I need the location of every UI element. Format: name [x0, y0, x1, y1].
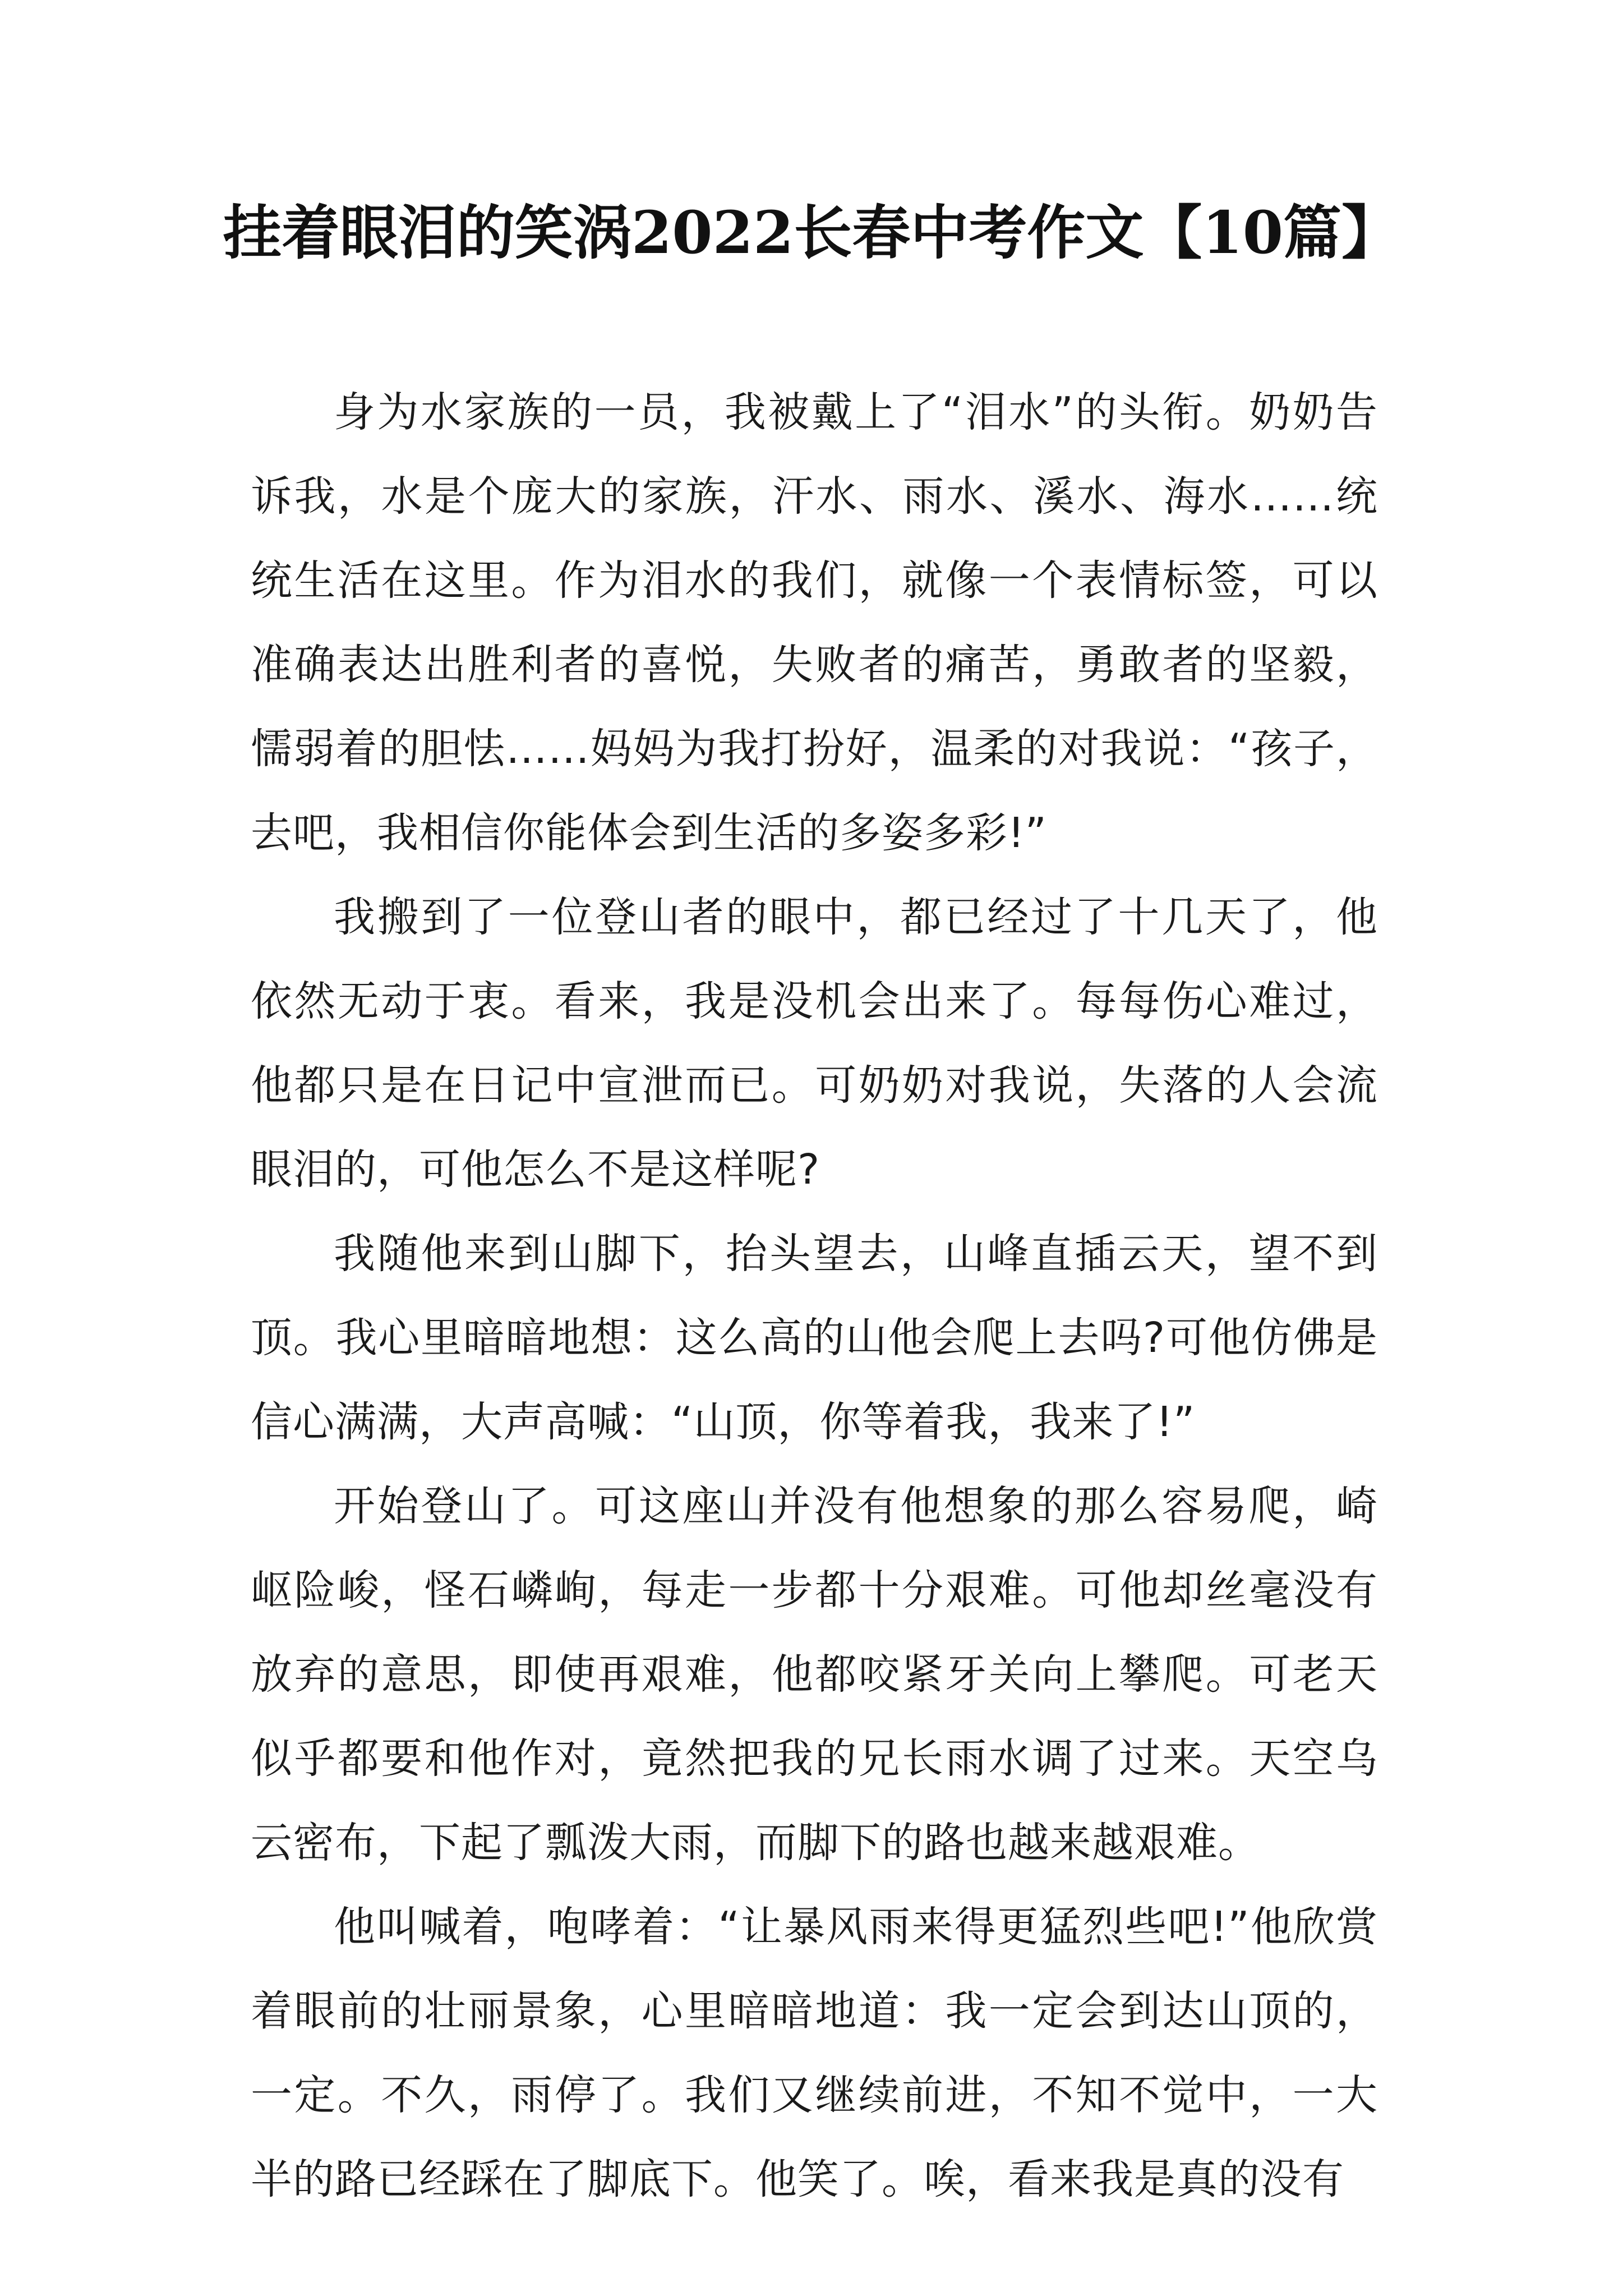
paragraph-3: 我随他来到山脚下，抬头望去，山峰直插云天，望不到顶。我心里暗暗地想：这么高的山他会爬上去吗?可他仿佛是信心满满，大声高喊：“山顶，你等着我，我来了!”: [251, 1230, 1378, 1446]
paragraph-4: 开始登山了。可这座山并没有他想象的那么容易爬，崎岖险峻，怪石嶙峋，每走一步都十分艰难。可他却丝毫没有放弃的意思，即使再艰难，他都咬紧牙关向上攀爬。可老天似乎都要和他作对，竟然把我的兄长雨水调了过来。天空乌云密布，下起了瓢泼大雨，而脚下的路也越来越艰难。: [251, 1482, 1378, 1867]
document-body: [251, 370, 1378, 2221]
document-title: 挂着眼泪的笑涡2022长春中考作文【10篇】: [223, 198, 1400, 267]
paragraph-2: 我搬到了一位登山者的眼中，都已经过了十几天了，他依然无动于衷。看来，我是没机会出来了。每每伤心难过，他都只是在日记中宣泄而已。可奶奶对我说，失落的人会流眼泪的，可他怎么不是这样呢?: [251, 893, 1378, 1194]
paragraph-5: 他叫喊着，咆哮着：“让暴风雨来得更猛烈些吧!”他欣赏着眼前的壮丽景象，心里暗暗地道：我一定会到达山顶的，一定。不久，雨停了。我们又继续前进，不知不觉中，一大半的路已经踩在了脚底下。他笑了。唉，看来我是真的没有: [251, 1903, 1378, 2203]
paragraph-1: 身为水家族的一员，我被戴上了“泪水”的头衔。奶奶告诉我，水是个庞大的家族，汗水、雨水、溪水、海水……统统生活在这里。作为泪水的我们，就像一个表情标签，可以准确表达出胜利者的喜悦，失败者的痛苦，勇敢者的坚毅，懦弱着的胆怯……妈妈为我打扮好，温柔的对我说：“孩子，去吧，我相信你能体会到生活的多姿多彩!”: [251, 388, 1378, 857]
